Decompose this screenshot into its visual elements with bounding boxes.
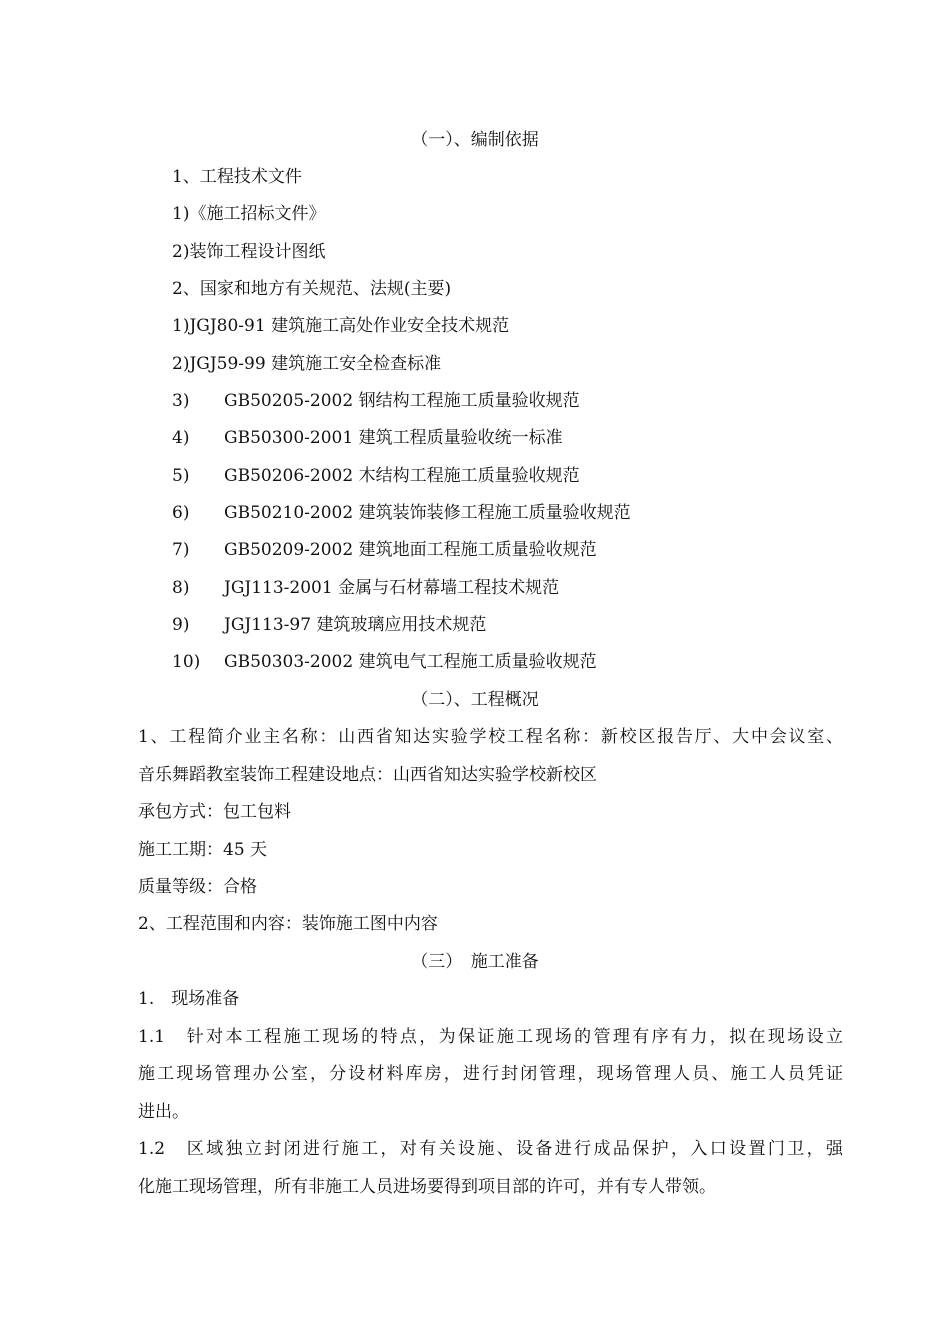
standard-number: 3) <box>172 391 190 411</box>
standard-text: GB50206-2002 木结构工程施工质量验收规范 <box>224 466 580 486</box>
standard-number: 9) <box>172 615 190 635</box>
overview-contract-mode: 承包方式：包工包料 <box>138 802 291 822</box>
standard-item <box>0 576 950 600</box>
standard-text: GB50303-2002 建筑电气工程施工质量验收规范 <box>224 652 597 672</box>
basis-item-2: 2、国家和地方有关规范、法规(主要) <box>172 279 452 299</box>
standard-text: JGJ113-2001 金属与石材幕墙工程技术规范 <box>224 578 560 598</box>
section-title-overview: （二）、工程概况 <box>411 690 539 710</box>
basis-item-2-1: 1)JGJ80-91 建筑施工高处作业安全技术规范 <box>172 316 510 336</box>
section-title-preparation: （三） 施工准备 <box>411 952 539 972</box>
prep-para-1-1-line-3: 进出。 <box>138 1102 189 1122</box>
standard-text: JGJ113-97 建筑玻璃应用技术规范 <box>224 615 487 635</box>
prep-para-1-1-line-1: 1.1 针对本工程施工现场的特点，为保证施工现场的管理有序有力，拟在现场设立 <box>138 1027 843 1047</box>
overview-intro-line-1: 1、工程简介业主名称：山西省知达实验学校工程名称：新校区报告厅、大中会议室、 <box>138 727 843 747</box>
standard-number: 10) <box>172 652 201 672</box>
standard-number: 8) <box>172 578 190 598</box>
standard-item <box>0 426 950 450</box>
standard-text: GB50205-2002 钢结构工程施工质量验收规范 <box>224 391 580 411</box>
standard-item <box>0 501 950 525</box>
standard-number: 4) <box>172 428 190 448</box>
basis-item-2-2: 2)JGJ59-99 建筑施工安全检查标准 <box>172 354 442 374</box>
basis-item-1: 1、工程技术文件 <box>172 167 302 187</box>
section-title-basis: （一）、编制依据 <box>411 130 539 150</box>
standard-item <box>0 389 950 413</box>
overview-construction-period: 施工工期：45 天 <box>138 840 268 860</box>
overview-scope: 2、工程范围和内容：装饰施工图中内容 <box>138 914 438 934</box>
standard-item <box>0 613 950 637</box>
basis-item-1-1: 1)《施工招标文件》 <box>172 204 326 224</box>
prep-para-1-1-line-2: 施工现场管理办公室，分设材料库房，进行封闭管理，现场管理人员、施工人员凭证 <box>138 1064 843 1084</box>
standard-text: GB50209-2002 建筑地面工程施工质量验收规范 <box>224 540 597 560</box>
standard-item <box>0 464 950 488</box>
standard-number: 7) <box>172 540 190 560</box>
standard-item <box>0 538 950 562</box>
standard-number: 6) <box>172 503 190 523</box>
prep-heading-site: 1. 现场准备 <box>138 989 240 1009</box>
standard-text: GB50210-2002 建筑装饰装修工程施工质量验收规范 <box>224 503 631 523</box>
prep-para-1-2-line-1: 1.2 区域独立封闭进行施工，对有关设施、设备进行成品保护，入口设置门卫，强 <box>138 1139 843 1159</box>
basis-item-1-2: 2)装饰工程设计图纸 <box>172 242 326 262</box>
standard-text: GB50300-2001 建筑工程质量验收统一标准 <box>224 428 563 448</box>
standard-item <box>0 650 950 674</box>
prep-para-1-2-line-2: 化施工现场管理，所有非施工人员进场要得到项目部的许可，并有专人带领。 <box>138 1177 716 1197</box>
overview-quality-grade: 质量等级：合格 <box>138 877 257 897</box>
standard-number: 5) <box>172 466 190 486</box>
overview-intro-line-2: 音乐舞蹈教室装饰工程建设地点：山西省知达实验学校新校区 <box>138 765 597 785</box>
